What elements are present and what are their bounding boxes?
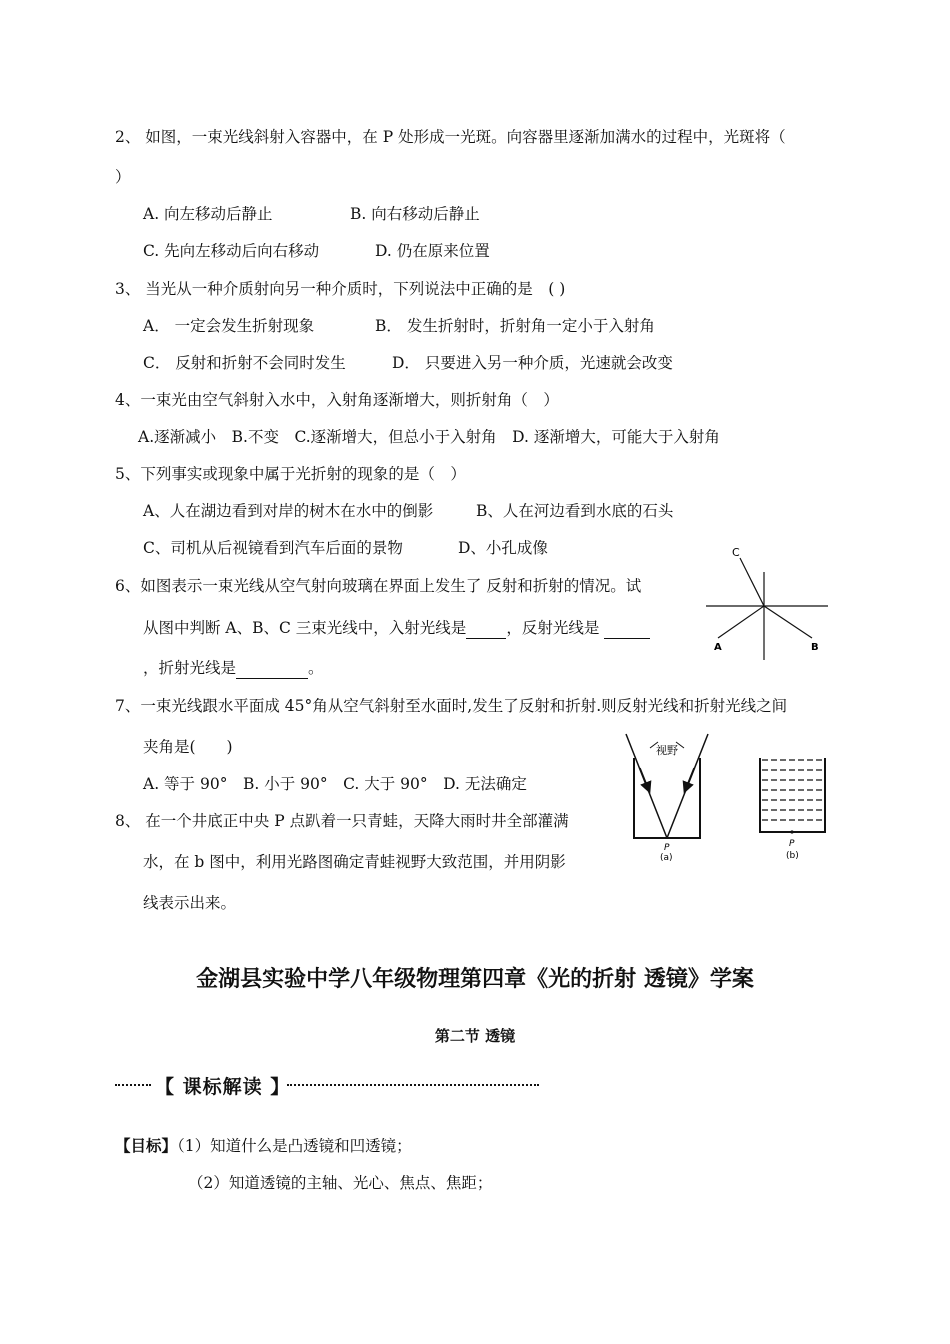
goals-item-2: （2）知道透镜的主轴、光心、焦点、焦距； bbox=[188, 1174, 493, 1192]
q8-caption-b: (b) bbox=[786, 851, 799, 861]
q6-label-c: C bbox=[732, 546, 740, 559]
q6-line3-text-b: 。 bbox=[308, 659, 324, 677]
banner-label: 【 课标解读 】 bbox=[155, 1076, 291, 1098]
q7-stem: 7、一束光线跟水平面成 45°角从空气斜射至水面时,发生了反射和折射.则反射光线和折射光线之间 bbox=[115, 697, 788, 715]
q5-option-c: C、司机从后视镜看到汽车后面的景物 bbox=[143, 539, 403, 557]
q3-option-b: B． 发生折射时，折射角一定小于入射角 bbox=[375, 317, 655, 335]
q8-caption-a: (a) bbox=[660, 853, 673, 863]
q3-stem: 3、 当光从一种介质射向另一种介质时，下列说法中正确的是 ( ) bbox=[115, 280, 566, 298]
section-subtitle: 第二节 透镜 bbox=[434, 1027, 516, 1045]
q8-well-figures bbox=[620, 728, 840, 868]
goals-item-1: （1）知道什么是凸透镜和凹透镜； bbox=[177, 1137, 412, 1155]
q2-option-b: B. 向右移动后静止 bbox=[350, 205, 480, 223]
goals-line1 bbox=[115, 1136, 412, 1156]
q5-option-a: A、人在湖边看到对岸的树木在水中的倒影 bbox=[143, 502, 434, 520]
q4-stem: 4、一束光由空气斜射入水中，入射角逐渐增大，则折射角（ ） bbox=[115, 391, 559, 409]
q7-options: A. 等于 90° B. 小于 90° C. 大于 90° D. 无法确定 bbox=[143, 775, 527, 793]
q4-options: A.逐渐减小 B.不变 C.逐渐增大，但总小于入射角 D. 逐渐增大，可能大于入射角 bbox=[138, 428, 720, 446]
q8-stem: 8、 在一个井底正中央 P 点趴着一只青蛙，天降大雨时井全部灌满 bbox=[115, 812, 569, 830]
q5-stem: 5、下列事实或现象中属于光折射的现象的是（ ） bbox=[115, 465, 466, 483]
q6-refracted-blank[interactable] bbox=[236, 658, 308, 679]
goals-label: 【目标】 bbox=[115, 1137, 178, 1155]
q2-option-d: D. 仍在原来位置 bbox=[375, 242, 490, 260]
q8-figure-b bbox=[760, 758, 825, 861]
q6-line2 bbox=[143, 618, 650, 639]
q6-stem: 6、如图表示一束光线从空气射向玻璃在界面上发生了 反射和折射的情况。试 bbox=[115, 577, 642, 595]
banner-dots-left bbox=[115, 1084, 151, 1086]
q6-line2-text-a: 从图中判断 A、B、C 三束光线中，入射光线是 bbox=[143, 619, 467, 637]
q5-option-d: D、小孔成像 bbox=[458, 539, 548, 557]
q2-stem-end: ） bbox=[115, 168, 131, 186]
section-title: 金湖县实验中学八年级物理第四章《光的折射 透镜》学案 bbox=[196, 967, 754, 992]
q6-reflected-blank[interactable] bbox=[604, 618, 650, 639]
q6-incident-blank[interactable] bbox=[466, 618, 506, 639]
q8-p-label-b: P bbox=[789, 839, 795, 849]
q6-ray-diagram bbox=[700, 540, 840, 665]
q3-option-d: D． 只要进入另一种介质，光速就会改变 bbox=[392, 354, 673, 372]
q8-line3: 线表示出来。 bbox=[143, 894, 237, 912]
banner-dots-right bbox=[287, 1084, 539, 1086]
q8-figure-a bbox=[626, 734, 708, 863]
q6-label-a: A bbox=[714, 642, 722, 653]
q2-option-a: A. 向左移动后静止 bbox=[143, 205, 273, 223]
q5-option-b: B、人在河边看到水底的石头 bbox=[476, 502, 674, 520]
banner-curriculum bbox=[115, 1072, 540, 1096]
q8-view-label: 视野 bbox=[656, 744, 678, 757]
q2-stem: 2、 如图，一束光线斜射入容器中，在 P 处形成一光斑。向容器里逐渐加满水的过程中，光斑将（ bbox=[115, 128, 786, 146]
q8-p-label-a: P bbox=[664, 843, 670, 853]
q7-stem-end: 夹角是( ) bbox=[143, 738, 233, 756]
q6-line3-text-a: ，折射光线是 bbox=[143, 659, 237, 677]
q3-option-c: C． 反射和折射不会同时发生 bbox=[143, 354, 346, 372]
q3-option-a: A． 一定会发生折射现象 bbox=[143, 317, 315, 335]
q6-label-b: B bbox=[811, 642, 819, 653]
q2-option-c: C. 先向左移动后向右移动 bbox=[143, 242, 320, 260]
q6-line3 bbox=[143, 658, 324, 679]
q6-line2-text-b: ，反射光线是 bbox=[506, 619, 600, 637]
q8-line2: 水，在 b 图中，利用光路图确定青蛙视野大致范围，并用阴影 bbox=[143, 853, 566, 871]
